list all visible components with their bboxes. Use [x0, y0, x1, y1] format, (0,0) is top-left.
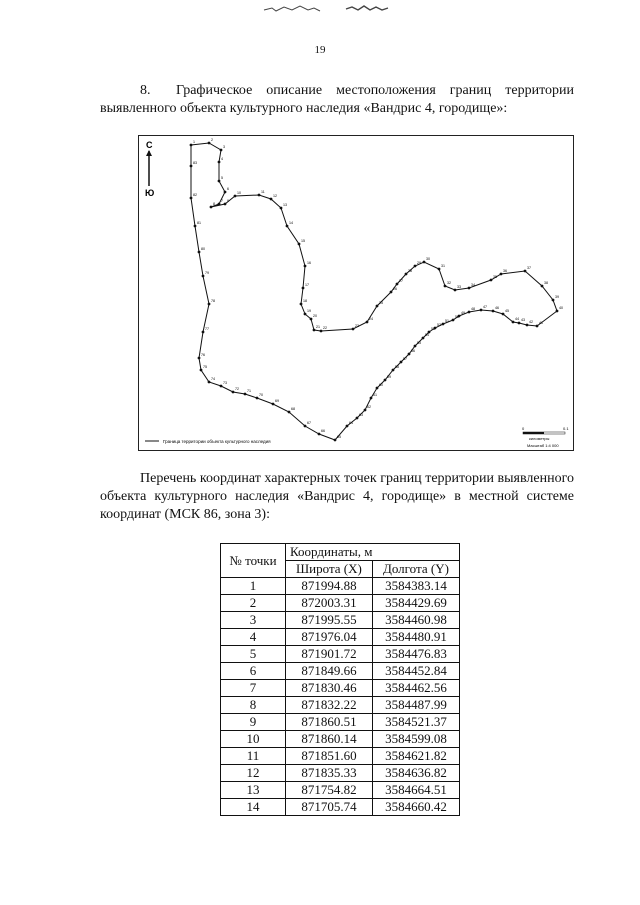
point-label: 34 — [471, 283, 475, 287]
boundary-point — [218, 203, 221, 206]
latitude-cell: 871830.46 — [286, 680, 373, 697]
list-heading-text: Перечень координат характерных точек границ территории выявленного объекта культурного наследия «Вандрис 4, городище» в местной системе координат (МСК 86, зона 3): — [100, 471, 574, 522]
latitude-cell: 871832.22 — [286, 697, 373, 714]
point-label: 24 — [369, 317, 373, 321]
boundary-point — [468, 311, 471, 314]
point-label: 35 — [493, 275, 497, 279]
point-label: 78 — [211, 299, 215, 303]
scale-end: 0.1 — [563, 426, 569, 431]
latitude-cell: 872003.31 — [286, 595, 373, 612]
boundary-point — [490, 279, 493, 282]
boundary-point — [234, 195, 237, 198]
boundary-point — [280, 207, 283, 210]
point-label: 42 — [529, 320, 533, 324]
latitude-cell: 871976.04 — [286, 629, 373, 646]
table-row — [221, 714, 460, 731]
boundary-point — [190, 197, 193, 200]
point-label: 50 — [455, 315, 459, 319]
point-label: 17 — [305, 283, 309, 287]
point-label: 67 — [307, 421, 311, 425]
scan-artifact — [344, 4, 390, 14]
point-label: 48 — [471, 307, 475, 311]
latitude-cell: 871754.82 — [286, 782, 373, 799]
coordinates-table-body — [221, 578, 460, 816]
table-row — [221, 595, 460, 612]
boundary-point — [438, 268, 441, 271]
longitude-cell: 3584636.82 — [372, 765, 459, 782]
boundary-point — [218, 161, 221, 164]
boundary-point — [334, 439, 337, 442]
point-label: 22 — [323, 326, 327, 330]
boundary-point — [444, 285, 447, 288]
point-label: 63 — [359, 413, 363, 417]
boundary-point — [414, 345, 417, 348]
point-number-cell: 5 — [221, 646, 286, 663]
boundary-point — [224, 191, 227, 194]
longitude-cell: 3584487.99 — [372, 697, 459, 714]
scale-start: 0 — [522, 426, 525, 431]
boundary-point — [190, 165, 193, 168]
point-label: 58 — [395, 365, 399, 369]
point-label: 6 — [227, 187, 229, 191]
boundary-point — [390, 291, 393, 294]
boundary-point — [352, 328, 355, 331]
boundary-point — [224, 203, 227, 206]
boundary-point — [384, 379, 387, 382]
boundary-point — [414, 265, 417, 268]
boundary-point — [318, 433, 321, 436]
point-label: 36 — [503, 269, 507, 273]
point-label: 52 — [437, 323, 441, 327]
point-label: 62 — [367, 405, 371, 409]
point-label: 59 — [387, 375, 391, 379]
point-number-cell: 12 — [221, 765, 286, 782]
boundary-point — [198, 357, 201, 360]
boundary-point — [366, 321, 369, 324]
boundary-point — [500, 273, 503, 276]
point-label: 75 — [203, 365, 207, 369]
scale-ratio: Масштаб 1:4 000 — [527, 443, 559, 448]
boundary-point — [256, 397, 259, 400]
point-label: 8 — [213, 202, 215, 206]
point-label: 43 — [521, 318, 525, 322]
header-coordinates: Координаты, м — [286, 544, 460, 561]
boundary-point — [244, 393, 247, 396]
point-label: 39 — [555, 295, 559, 299]
boundary-points — [190, 138, 563, 441]
boundary-point — [210, 206, 213, 209]
boundary-point — [270, 198, 273, 201]
boundary-point — [442, 323, 445, 326]
boundary-point — [423, 261, 426, 264]
boundary-point — [208, 142, 211, 145]
boundary-point — [396, 283, 399, 286]
boundary-point — [310, 318, 313, 321]
point-label: 33 — [457, 285, 461, 289]
boundary-point — [272, 403, 275, 406]
point-label: 28 — [408, 269, 412, 273]
latitude-cell: 871835.33 — [286, 765, 373, 782]
latitude-cell: 871849.66 — [286, 663, 373, 680]
point-label: 69 — [275, 399, 279, 403]
boundary-point — [370, 397, 373, 400]
longitude-cell: 3584383.14 — [372, 578, 459, 595]
point-label: 57 — [403, 357, 407, 361]
point-label: 13 — [283, 203, 287, 207]
point-label: 79 — [205, 271, 209, 275]
point-label: 2 — [211, 138, 213, 142]
longitude-cell: 3584664.51 — [372, 782, 459, 799]
point-label: 55 — [417, 341, 421, 345]
boundary-point — [220, 149, 223, 152]
boundary-point — [320, 330, 323, 333]
longitude-cell: 3584480.91 — [372, 629, 459, 646]
point-label: 45 — [505, 309, 509, 313]
header-latitude: Широта (X) — [286, 561, 373, 578]
point-label: 77 — [205, 327, 209, 331]
longitude-cell: 3584621.82 — [372, 748, 459, 765]
point-label: 40 — [559, 306, 563, 310]
point-label: 4 — [221, 157, 223, 161]
point-label: 80 — [201, 247, 205, 251]
legend-text: Граница территории объекта культурного наследия — [163, 439, 271, 444]
boundary-point — [400, 361, 403, 364]
boundary-point — [313, 329, 316, 332]
table-row — [221, 578, 460, 595]
point-label: 53 — [431, 327, 435, 331]
point-label: 82 — [193, 193, 197, 197]
point-label: 11 — [261, 190, 265, 194]
arrow-head-icon — [146, 150, 152, 156]
table-row — [221, 646, 460, 663]
point-label: 3 — [223, 145, 225, 149]
point-number-cell: 4 — [221, 629, 286, 646]
boundary-point — [194, 225, 197, 228]
boundary-point — [392, 369, 395, 372]
boundary-point — [512, 321, 515, 324]
point-number-cell: 11 — [221, 748, 286, 765]
longitude-cell: 3584460.98 — [372, 612, 459, 629]
boundary-point — [526, 324, 529, 327]
header-longitude: Долгота (Y) — [372, 561, 459, 578]
boundary-point — [452, 319, 455, 322]
boundary-point — [190, 144, 193, 147]
boundary-point — [202, 331, 205, 334]
point-number-cell: 14 — [221, 799, 286, 816]
point-label: 56 — [411, 349, 415, 353]
table-row — [221, 748, 460, 765]
boundary-point — [536, 325, 539, 328]
point-number-cell: 8 — [221, 697, 286, 714]
point-label: 54 — [425, 333, 429, 337]
point-label: 29 — [417, 261, 421, 265]
point-label: 73 — [223, 381, 227, 385]
scan-artifact — [262, 4, 322, 14]
boundary-point — [286, 225, 289, 228]
point-label: 64 — [349, 421, 353, 425]
boundary-point — [304, 313, 307, 316]
point-label: 10 — [237, 191, 241, 195]
latitude-cell: 871994.88 — [286, 578, 373, 595]
boundary-point — [298, 243, 301, 246]
boundary-map-canvas — [139, 136, 575, 452]
boundary-point — [454, 289, 457, 292]
longitude-cell: 3584521.37 — [372, 714, 459, 731]
point-label: 66 — [321, 429, 325, 433]
boundary-point — [232, 391, 235, 394]
point-number-cell: 9 — [221, 714, 286, 731]
point-label: 68 — [291, 407, 295, 411]
point-label: 1 — [193, 140, 195, 144]
point-label: 9 — [227, 199, 229, 203]
boundary-point — [198, 251, 201, 254]
latitude-cell: 871851.60 — [286, 748, 373, 765]
longitude-cell: 3584476.83 — [372, 646, 459, 663]
point-number-cell: 13 — [221, 782, 286, 799]
boundary-point — [218, 180, 221, 183]
point-label: 41 — [539, 321, 543, 325]
point-label: 19 — [307, 309, 311, 313]
boundary-point — [364, 409, 367, 412]
section-number: 8. — [140, 83, 151, 98]
point-label: 23 — [355, 324, 359, 328]
boundary-point — [502, 313, 505, 316]
boundary-point — [405, 273, 408, 276]
coordinates-list-heading — [100, 470, 574, 524]
boundary-point — [541, 285, 544, 288]
boundary-point — [258, 194, 261, 197]
header-point-number: № точки — [221, 544, 286, 578]
scale-unit: километры — [529, 436, 550, 441]
point-label: 60 — [379, 383, 383, 387]
boundary-point — [302, 287, 305, 290]
point-label: 27 — [399, 279, 403, 283]
table-row — [221, 731, 460, 748]
table-row — [221, 782, 460, 799]
point-label: 5 — [221, 176, 223, 180]
boundary-point — [300, 303, 303, 306]
table-row — [221, 663, 460, 680]
section-text: Графическое описание местоположения границ территории выявленного объекта культурного наследия «Вандрис 4, городище»: — [100, 83, 574, 116]
point-label: 61 — [373, 393, 377, 397]
boundary-point — [518, 322, 521, 325]
point-label: 31 — [441, 264, 445, 268]
point-label: 25 — [379, 301, 383, 305]
point-label: 12 — [273, 194, 277, 198]
point-label: 32 — [447, 281, 451, 285]
point-number-cell: 1 — [221, 578, 286, 595]
boundary-point — [288, 411, 291, 414]
point-label: 51 — [445, 319, 449, 323]
boundary-point — [524, 270, 527, 273]
point-label: 49 — [461, 311, 465, 315]
longitude-cell: 3584429.69 — [372, 595, 459, 612]
boundary-point — [468, 287, 471, 290]
point-number-cell: 2 — [221, 595, 286, 612]
table-row — [221, 680, 460, 697]
point-label: 76 — [201, 353, 205, 357]
boundary-point — [304, 425, 307, 428]
latitude-cell: 871860.51 — [286, 714, 373, 731]
latitude-cell: 871901.72 — [286, 646, 373, 663]
latitude-cell: 871860.14 — [286, 731, 373, 748]
boundary-point — [480, 309, 483, 312]
point-number-cell: 7 — [221, 680, 286, 697]
point-label: 83 — [193, 161, 197, 165]
longitude-cell: 3584660.42 — [372, 799, 459, 816]
boundary-point — [408, 353, 411, 356]
point-label: 20 — [313, 314, 317, 318]
south-label: Ю — [145, 188, 155, 198]
point-label: 14 — [289, 221, 293, 225]
point-label: 15 — [301, 239, 305, 243]
point-label: 70 — [259, 393, 263, 397]
boundary-point — [556, 310, 559, 313]
point-label: 46 — [495, 306, 499, 310]
boundary-point — [208, 303, 211, 306]
point-label: 44 — [515, 317, 519, 321]
boundary-point — [208, 381, 211, 384]
longitude-cell: 3584462.56 — [372, 680, 459, 697]
page-number: 19 — [314, 44, 326, 56]
north-label: С — [146, 140, 153, 150]
point-label: 74 — [211, 377, 215, 381]
table-row — [221, 612, 460, 629]
boundary-point — [202, 275, 205, 278]
point-label: 21 — [316, 325, 320, 329]
point-label: 37 — [527, 266, 531, 270]
boundary-point — [492, 310, 495, 313]
point-label: 26 — [393, 287, 397, 291]
boundary-point — [376, 305, 379, 308]
point-label: 71 — [247, 389, 251, 393]
point-label: 72 — [235, 387, 239, 391]
point-number-cell: 6 — [221, 663, 286, 680]
table-row — [221, 799, 460, 816]
point-label: 16 — [307, 261, 311, 265]
section-heading — [100, 82, 574, 118]
scale-bar-segment — [523, 432, 544, 434]
point-label: 30 — [426, 257, 430, 261]
point-number-cell: 10 — [221, 731, 286, 748]
point-label: 18 — [303, 299, 307, 303]
point-label: 81 — [197, 221, 201, 225]
boundary-point — [356, 417, 359, 420]
boundary-point — [552, 299, 555, 302]
table-row — [221, 697, 460, 714]
boundary-point — [376, 387, 379, 390]
table-row — [221, 765, 460, 782]
boundary-point — [346, 425, 349, 428]
boundary-map — [138, 135, 574, 451]
boundary-point — [200, 369, 203, 372]
latitude-cell: 871995.55 — [286, 612, 373, 629]
boundary-point — [304, 265, 307, 268]
point-label: 38 — [544, 281, 548, 285]
coordinates-table — [220, 543, 460, 816]
boundary-point — [422, 337, 425, 340]
point-label: 47 — [483, 305, 487, 309]
point-label: 65 — [337, 435, 341, 439]
longitude-cell: 3584452.84 — [372, 663, 459, 680]
table-row — [221, 629, 460, 646]
latitude-cell: 871705.74 — [286, 799, 373, 816]
point-label: 7 — [221, 199, 223, 203]
boundary-point — [220, 385, 223, 388]
longitude-cell: 3584599.08 — [372, 731, 459, 748]
point-number-cell: 3 — [221, 612, 286, 629]
